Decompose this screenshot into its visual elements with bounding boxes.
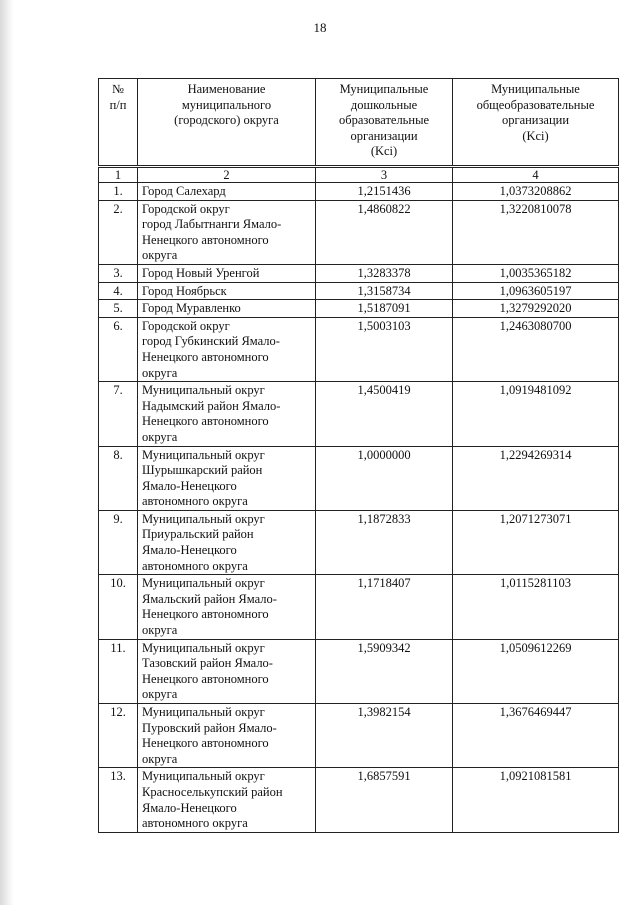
table-row	[99, 510, 619, 574]
row-number: 1.	[99, 183, 138, 201]
general-coefficient: 1,3676469447	[453, 704, 619, 768]
preschool-coefficient: 1,4500419	[316, 382, 453, 446]
preschool-coefficient: 1,1872833	[316, 510, 453, 574]
municipality-name: Город Муравленко	[138, 300, 316, 318]
general-coefficient: 1,3279292020	[453, 300, 619, 318]
preschool-coefficient: 1,3158734	[316, 282, 453, 300]
general-coefficient: 1,2463080700	[453, 317, 619, 381]
preschool-coefficient: 1,3982154	[316, 704, 453, 768]
general-coefficient: 1,0115281103	[453, 575, 619, 639]
municipality-name: Муниципальный округ Шурышкарский район Ямало-Ненецкого автономного округа	[138, 446, 316, 510]
row-number: 9.	[99, 510, 138, 574]
header-preschool: Муниципальные дошкольные образовательные организации (Kci)	[316, 79, 453, 167]
municipality-name: Город Новый Уренгой	[138, 264, 316, 282]
column-index: 4	[453, 167, 619, 183]
municipality-name: Муниципальный округ Ямальский район Ямало- Ненецкого автономного округа	[138, 575, 316, 639]
municipality-name: Городской округ город Губкинский Ямало- Ненецкого автономного округа	[138, 317, 316, 381]
preschool-coefficient: 1,2151436	[316, 183, 453, 201]
header-number: № п/п	[99, 79, 138, 167]
row-number: 4.	[99, 282, 138, 300]
general-coefficient: 1,3220810078	[453, 200, 619, 264]
general-coefficient: 1,0373208862	[453, 183, 619, 201]
page-edge-shadow	[0, 0, 14, 905]
column-index: 2	[138, 167, 316, 183]
row-number: 11.	[99, 639, 138, 703]
general-coefficient: 1,0921081581	[453, 768, 619, 832]
table-row	[99, 704, 619, 768]
column-index: 3	[316, 167, 453, 183]
municipality-name: Муниципальный округ Тазовский район Ямало- Ненецкого автономного округа	[138, 639, 316, 703]
preschool-coefficient: 1,1718407	[316, 575, 453, 639]
general-coefficient: 1,2294269314	[453, 446, 619, 510]
general-coefficient: 1,0509612269	[453, 639, 619, 703]
column-index-row	[99, 167, 619, 183]
table-row	[99, 446, 619, 510]
row-number: 8.	[99, 446, 138, 510]
general-coefficient: 1,0035365182	[453, 264, 619, 282]
table-row	[99, 382, 619, 446]
row-number: 10.	[99, 575, 138, 639]
preschool-coefficient: 1,5187091	[316, 300, 453, 318]
row-number: 5.	[99, 300, 138, 318]
row-number: 12.	[99, 704, 138, 768]
municipality-name: Город Салехард	[138, 183, 316, 201]
preschool-coefficient: 1,4860822	[316, 200, 453, 264]
page-number: 18	[313, 20, 327, 35]
row-number: 13.	[99, 768, 138, 832]
table-row	[99, 639, 619, 703]
table-row	[99, 300, 619, 318]
header-name: Наименование муниципального (городского) округа	[138, 79, 316, 167]
preschool-coefficient: 1,6857591	[316, 768, 453, 832]
table-row	[99, 282, 619, 300]
row-number: 7.	[99, 382, 138, 446]
table-row	[99, 200, 619, 264]
header-general: Муниципальные общеобразовательные организации (Kci)	[453, 79, 619, 167]
municipality-name: Муниципальный округ Надымский район Ямало- Ненецкого автономного округа	[138, 382, 316, 446]
municipality-name: Муниципальный округ Приуральский район Ямало-Ненецкого автономного округа	[138, 510, 316, 574]
column-index: 1	[99, 167, 138, 183]
table-header-row	[99, 79, 619, 167]
preschool-coefficient: 1,5003103	[316, 317, 453, 381]
table-row	[99, 768, 619, 832]
preschool-coefficient: 1,0000000	[316, 446, 453, 510]
row-number: 2.	[99, 200, 138, 264]
row-number: 3.	[99, 264, 138, 282]
general-coefficient: 1,0919481092	[453, 382, 619, 446]
general-coefficient: 1,0963605197	[453, 282, 619, 300]
municipality-name: Городской округ город Лабытнанги Ямало- Ненецкого автономного округа	[138, 200, 316, 264]
table-row	[99, 183, 619, 201]
general-coefficient: 1,2071273071	[453, 510, 619, 574]
municipality-name: Муниципальный округ Пуровский район Ямало- Ненецкого автономного округа	[138, 704, 316, 768]
row-number: 6.	[99, 317, 138, 381]
table-row	[99, 264, 619, 282]
coefficients-table	[98, 78, 619, 833]
preschool-coefficient: 1,5909342	[316, 639, 453, 703]
table-row	[99, 317, 619, 381]
municipality-name: Муниципальный округ Красноселькупский район Ямало-Ненецкого автономного округа	[138, 768, 316, 832]
municipality-name: Город Ноябрьск	[138, 282, 316, 300]
preschool-coefficient: 1,3283378	[316, 264, 453, 282]
table-row	[99, 575, 619, 639]
